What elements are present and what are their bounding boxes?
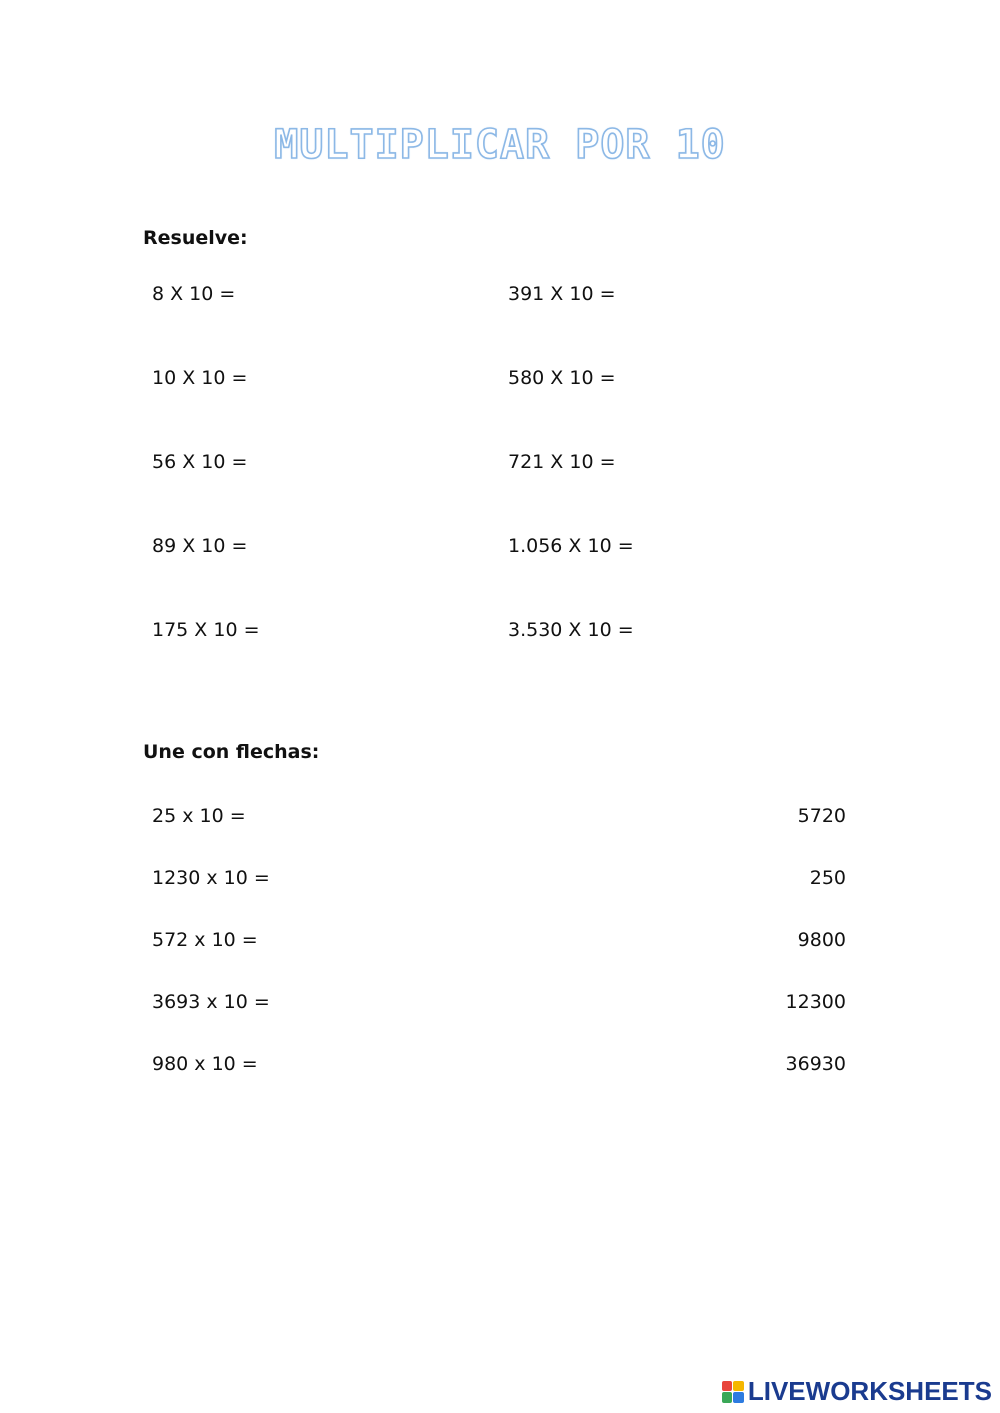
exercise-right-4: 1.056 X 10 = (508, 535, 634, 557)
match-expression-2: 1230 x 10 = (152, 867, 270, 889)
exercise-left-5: 175 X 10 = (152, 619, 260, 641)
exercise-left-1: 8 X 10 = (152, 283, 236, 305)
match-result-1: 5720 (797, 805, 846, 827)
exercise-right-5: 3.530 X 10 = (508, 619, 634, 641)
section-heading-une-con-flechas: Une con flechas: (143, 741, 320, 763)
brand-text: LIVEWORKSHEETS (747, 1376, 992, 1406)
exercise-right-1: 391 X 10 = (508, 283, 616, 305)
exercise-right-3: 721 X 10 = (508, 451, 616, 473)
match-result-5: 36930 (785, 1053, 846, 1075)
exercise-right-2: 580 X 10 = (508, 367, 616, 389)
logo-tile (733, 1392, 744, 1403)
exercise-left-4: 89 X 10 = (152, 535, 248, 557)
match-expression-5: 980 x 10 = (152, 1053, 258, 1075)
match-expression-3: 572 x 10 = (152, 929, 258, 951)
liveworksheets-logo-icon (722, 1381, 744, 1403)
page-title: MULTIPLICAR POR 10 (274, 122, 726, 168)
match-result-2: 250 (809, 867, 846, 889)
logo-tile (722, 1392, 733, 1403)
logo-tile (722, 1381, 733, 1392)
match-expression-1: 25 x 10 = (152, 805, 246, 827)
section-heading-resuelve: Resuelve: (143, 227, 248, 249)
match-expression-4: 3693 x 10 = (152, 991, 270, 1013)
match-result-4: 12300 (785, 991, 846, 1013)
exercise-left-2: 10 X 10 = (152, 367, 248, 389)
liveworksheets-brand (722, 1376, 992, 1407)
logo-tile (733, 1381, 744, 1392)
exercise-left-3: 56 X 10 = (152, 451, 248, 473)
match-result-3: 9800 (797, 929, 846, 951)
